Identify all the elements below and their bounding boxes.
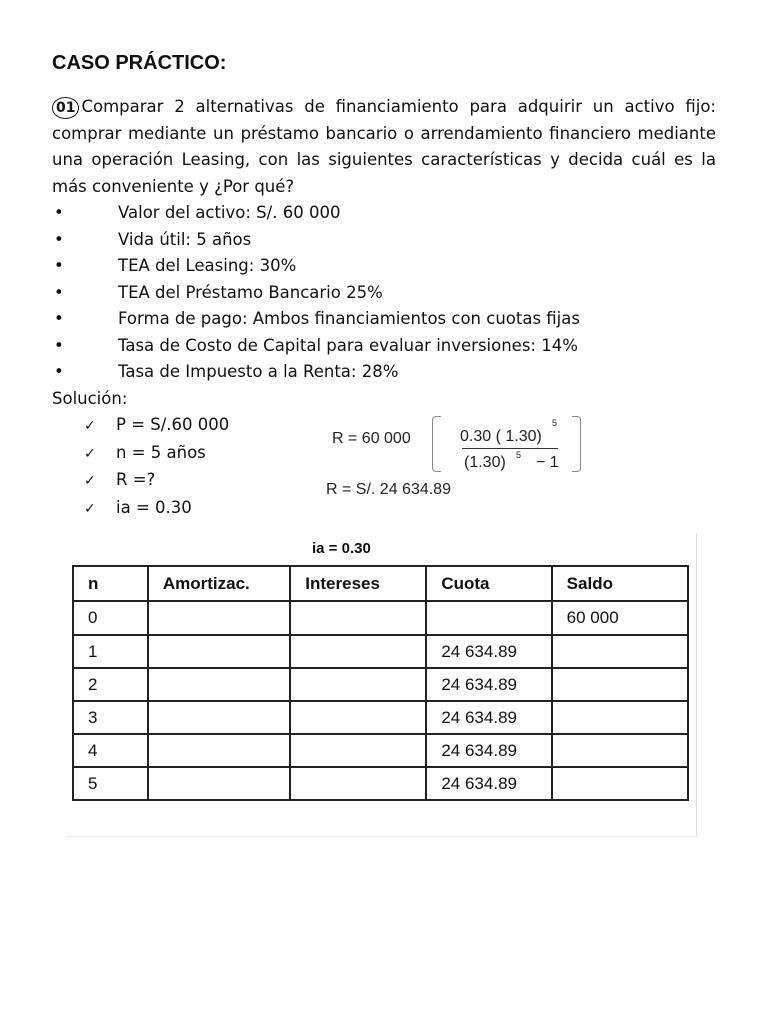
table-cell: 24 634.89: [426, 701, 551, 734]
table-cell: 24 634.89: [426, 734, 551, 767]
table-caption: ia = 0.30: [312, 540, 371, 557]
table-cell: [290, 767, 426, 800]
column-header-n: n: [73, 566, 148, 601]
checkmark-icon: ✓: [84, 418, 96, 434]
problem-number-badge: 01: [52, 97, 79, 119]
table-cell: [290, 734, 426, 767]
checkmark-icon: ✓: [84, 473, 96, 489]
table-cell: [148, 701, 290, 734]
bullet-dot: •: [54, 362, 64, 381]
table-cell: [290, 601, 426, 635]
bullet-dot: •: [54, 203, 64, 222]
table-header-row: [73, 566, 688, 601]
list-item: • Tasa de Impuesto a la Renta: 28%: [52, 359, 580, 386]
table-cell: [148, 767, 290, 800]
list-item: • Forma de pago: Ambos financiamientos con cuotas fijas: [52, 306, 580, 333]
table-cell: 24 634.89: [426, 767, 551, 800]
list-item: • Vida útil: 5 años: [52, 227, 580, 254]
table-cell: [426, 601, 551, 635]
denominator-exponent: 5: [516, 450, 522, 460]
table-cell: [148, 668, 290, 701]
table-row: [73, 767, 688, 800]
table-row: [73, 734, 688, 767]
table-cell: 4: [73, 734, 148, 767]
column-header-cuota: Cuota: [426, 566, 551, 601]
table-cell: 1: [73, 635, 148, 668]
list-item: • TEA del Leasing: 30%: [52, 253, 580, 280]
bullet-dot: •: [54, 256, 64, 275]
table-cell: 24 634.89: [426, 635, 551, 668]
left-bracket: [432, 416, 441, 472]
table-cell: [290, 668, 426, 701]
table-cell: [552, 635, 688, 668]
table-cell: [290, 701, 426, 734]
bullet-list: [52, 200, 580, 386]
column-header-saldo: Saldo: [552, 566, 688, 601]
table-cell: [148, 601, 290, 635]
table-row: [73, 635, 688, 668]
table-cell: [148, 734, 290, 767]
table-row: [73, 601, 688, 635]
column-header-intereses: Intereses: [290, 566, 426, 601]
right-bracket: [572, 416, 581, 472]
formula-result: R = S/. 24 634.89: [326, 481, 451, 498]
table-cell: [148, 635, 290, 668]
check-list: [84, 412, 229, 522]
checkmark-icon: ✓: [84, 445, 96, 462]
list-item: • Tasa de Costo de Capital para evaluar inversiones: 14%: [52, 333, 580, 360]
denominator-rest: − 1: [536, 454, 559, 471]
table-cell: [552, 701, 688, 734]
table-cell: 0: [73, 601, 148, 635]
amortization-table: [72, 565, 689, 801]
list-item: ✓ n = 5 años: [84, 440, 229, 468]
formula-lhs: R = 60 000: [332, 430, 411, 447]
bullet-dot: •: [54, 282, 64, 302]
problem-statement: [52, 94, 716, 200]
table-cell: 5: [73, 767, 148, 800]
column-header-amortizacion: Amortizac.: [148, 566, 290, 601]
table-cell: [552, 734, 688, 767]
list-item: • Valor del activo: S/. 60 000: [52, 200, 580, 227]
bullet-dot: •: [54, 309, 64, 328]
problem-text: Comparar 2 alternativas de financiamiento para adquirir un activo fijo: comprar mediante un préstamo bancario o arrendamiento financiero mediante una operación Leasing, con las siguientes características y decida cuál es la más conveniente y ¿Por qué?: [52, 97, 716, 196]
table-row: [73, 701, 688, 734]
table-cell: [290, 635, 426, 668]
list-item: • TEA del Préstamo Bancario 25%: [52, 280, 580, 307]
bullet-dot: •: [54, 335, 64, 355]
page-title: CASO PRÁCTICO:: [52, 52, 227, 74]
formula-denominator: (1.30): [464, 454, 506, 471]
table-cell: [552, 668, 688, 701]
table-cell: 24 634.89: [426, 668, 551, 701]
table-row: [73, 668, 688, 701]
table-cell: 3: [73, 701, 148, 734]
numerator-exponent: 5: [552, 418, 558, 428]
list-item: ✓ R =?: [84, 467, 229, 495]
table-cell: 60 000: [552, 601, 688, 635]
checkmark-icon: ✓: [84, 500, 96, 517]
solution-label: Solución:: [52, 389, 128, 408]
bullet-dot: •: [54, 229, 64, 249]
list-item: ✓ P = S/.60 000: [84, 412, 229, 440]
fraction-line: [462, 448, 558, 449]
annuity-formula: [326, 414, 596, 474]
list-item: ✓ ia = 0.30: [84, 495, 229, 523]
formula-numerator: 0.30 ( 1.30): [460, 428, 542, 445]
table-cell: 2: [73, 668, 148, 701]
table-cell: [552, 767, 688, 800]
